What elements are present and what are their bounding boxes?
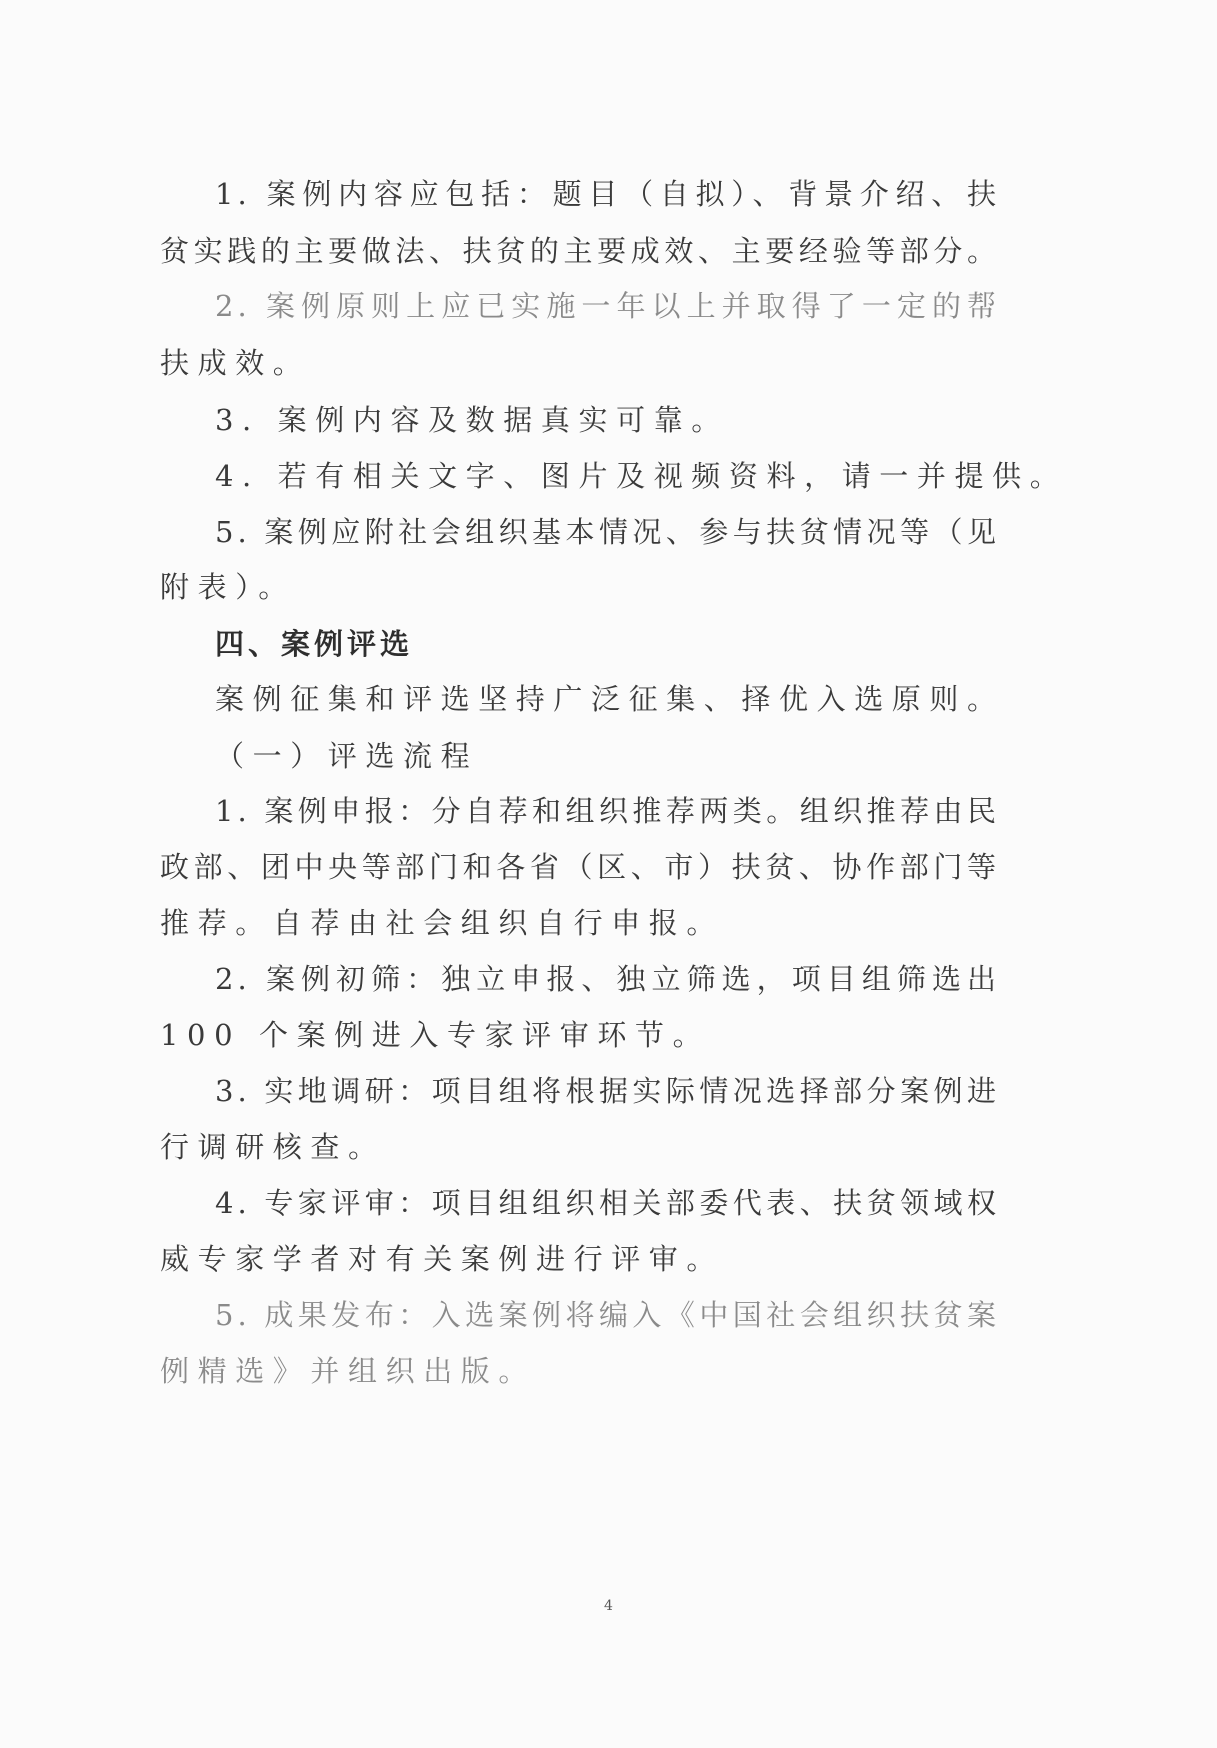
- paragraph-line: 5. 案例应附社会组织基本情况、参与扶贫情况等（见: [215, 515, 1000, 549]
- subsection-heading: （一）评选流程: [215, 739, 479, 773]
- paragraph-line: 扶成效。: [160, 346, 311, 380]
- section-heading: 四、案例评选: [215, 627, 414, 661]
- paragraph-line: 案例征集和评选坚持广泛征集、择优入选原则。: [215, 682, 1005, 716]
- paragraph-line: 3. 案例内容及数据真实可靠。: [215, 403, 729, 437]
- paragraph-line: 附表）。: [160, 570, 296, 604]
- paragraph-line: 2. 案例原则上应已实施一年以上并取得了一定的帮: [215, 289, 1000, 323]
- paragraph-line: 2. 案例初筛：独立申报、独立筛选，项目组筛选出: [215, 962, 1000, 996]
- paragraph-line: 1. 案例申报：分自荐和组织推荐两类。组织推荐由民: [215, 794, 1000, 828]
- page-number: 4: [604, 1598, 613, 1614]
- paragraph-line: 例精选》并组织出版。: [160, 1354, 537, 1388]
- paragraph-line: 推荐。自荐由社会组织自行申报。: [160, 906, 725, 940]
- paragraph-line: 100 个案例进入专家评审环节。: [160, 1018, 711, 1052]
- paragraph-line: 政部、团中央等部门和各省（区、市）扶贫、协作部门等: [160, 850, 1000, 884]
- paragraph-line: 1. 案例内容应包括：题目（自拟）、背景介绍、扶: [215, 177, 1000, 211]
- paragraph-line: 4. 专家评审：项目组组织相关部委代表、扶贫领域权: [215, 1186, 1000, 1220]
- paragraph-line: 威专家学者对有关案例进行评审。: [160, 1242, 725, 1276]
- paragraph-line: 贫实践的主要做法、扶贫的主要成效、主要经验等部分。: [160, 234, 1000, 268]
- paragraph-line: 5. 成果发布：入选案例将编入《中国社会组织扶贫案: [215, 1298, 1000, 1332]
- paragraph-line: 4. 若有相关文字、图片及视频资料，请一并提供。: [215, 459, 1068, 493]
- paragraph-line: 行调研核查。: [160, 1130, 386, 1164]
- paragraph-line: 3. 实地调研：项目组将根据实际情况选择部分案例进: [215, 1074, 1000, 1108]
